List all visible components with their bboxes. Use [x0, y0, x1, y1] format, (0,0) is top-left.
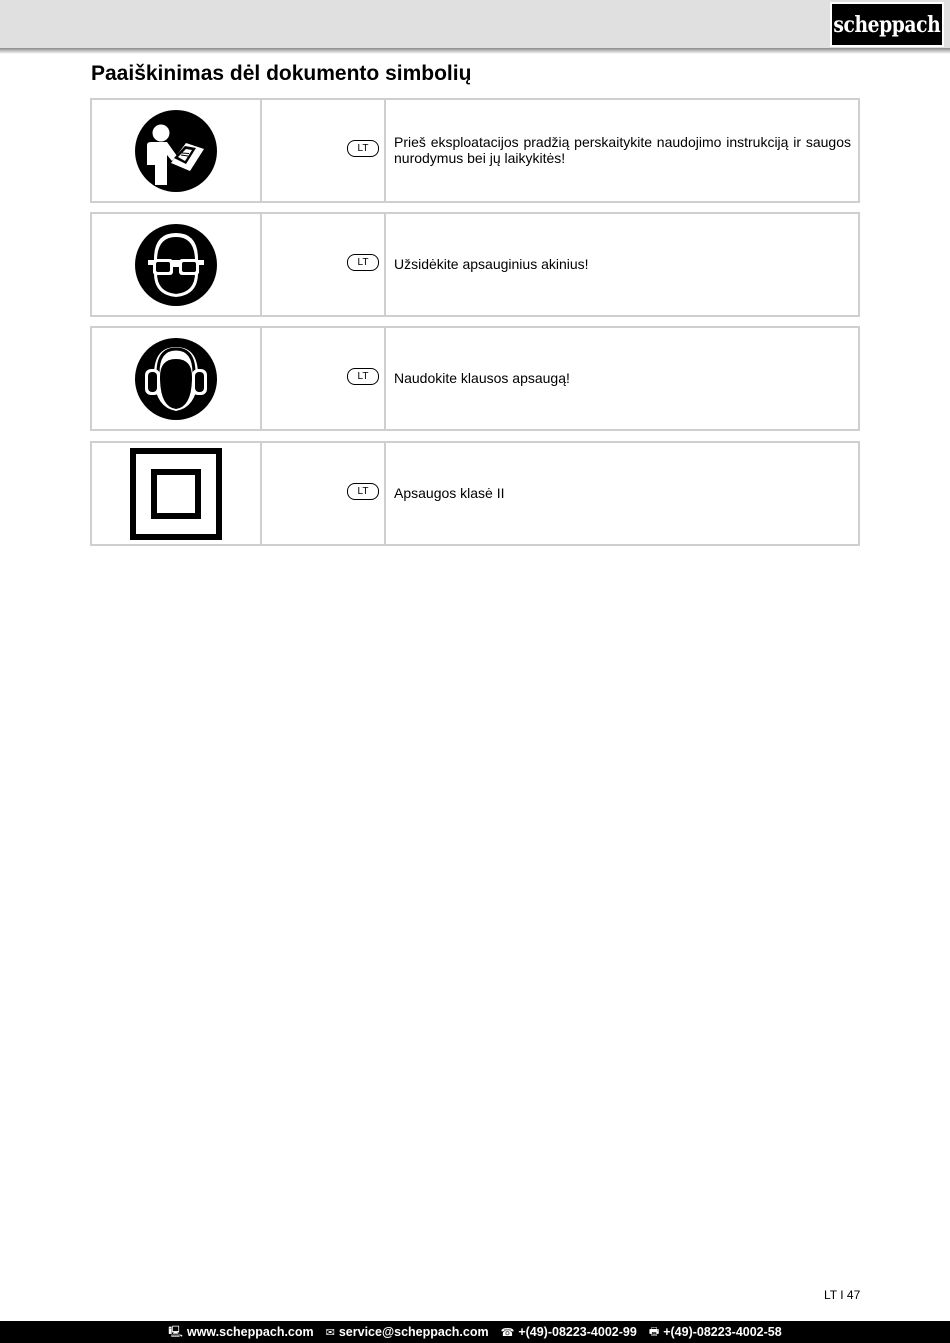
- computer-icon: 🖳: [168, 1325, 183, 1338]
- symbol-icon-cell: [92, 100, 262, 201]
- symbol-description: Užsidėkite apsauginius akinius!: [394, 256, 589, 272]
- fax-icon: 🖶: [648, 1325, 660, 1338]
- page-title: Paaiškinimas dėl dokumento simbolių: [91, 62, 472, 85]
- language-badge: LT: [347, 368, 379, 385]
- website-link[interactable]: www.scheppach.com: [186, 1325, 314, 1339]
- symbol-icon-cell: [92, 328, 262, 429]
- language-cell: [262, 443, 386, 544]
- symbol-row: [90, 212, 860, 317]
- language-badge: LT: [347, 483, 379, 500]
- symbol-row: [90, 98, 860, 203]
- footer-email[interactable]: [326, 1325, 489, 1339]
- symbol-description: Naudokite klausos apsaugą!: [394, 370, 570, 386]
- footer-phone: [501, 1325, 637, 1339]
- symbol-row: [90, 326, 860, 431]
- footer-fax: [649, 1323, 782, 1342]
- protection-class-ii-icon: [130, 448, 222, 540]
- symbol-icon-cell: [92, 443, 262, 544]
- header-divider: [0, 48, 950, 54]
- safety-goggles-icon: [134, 223, 218, 307]
- symbol-description: Prieš eksploatacijos pradžią perskaitykite naudojimo instrukciją ir saugos nurodymus bei jų laikykitės!: [394, 134, 851, 166]
- read-manual-icon: [134, 109, 218, 193]
- brand-logo-text: scheppach: [833, 11, 941, 38]
- ear-protection-icon: [134, 337, 218, 421]
- language-badge: LT: [347, 254, 379, 271]
- symbol-icon-cell: [92, 214, 262, 315]
- language-cell: [262, 100, 386, 201]
- language-cell: [262, 214, 386, 315]
- page-number: LT I 47: [824, 1288, 861, 1302]
- email-icon: ✉: [325, 1326, 335, 1339]
- brand-logo: [830, 2, 944, 47]
- footer-bar: [0, 1321, 950, 1343]
- phone-icon: ☎: [500, 1326, 515, 1339]
- header-band: [0, 0, 950, 48]
- symbol-row: [90, 441, 860, 546]
- symbol-description: Apsaugos klasė II: [394, 485, 505, 501]
- fax-number: +(49)-08223-4002-58: [663, 1325, 782, 1339]
- phone-number: +(49)-08223-4002-99: [518, 1325, 637, 1339]
- footer-website[interactable]: [168, 1323, 313, 1342]
- email-link[interactable]: service@scheppach.com: [338, 1325, 489, 1339]
- language-badge: LT: [347, 140, 379, 157]
- language-cell: [262, 328, 386, 429]
